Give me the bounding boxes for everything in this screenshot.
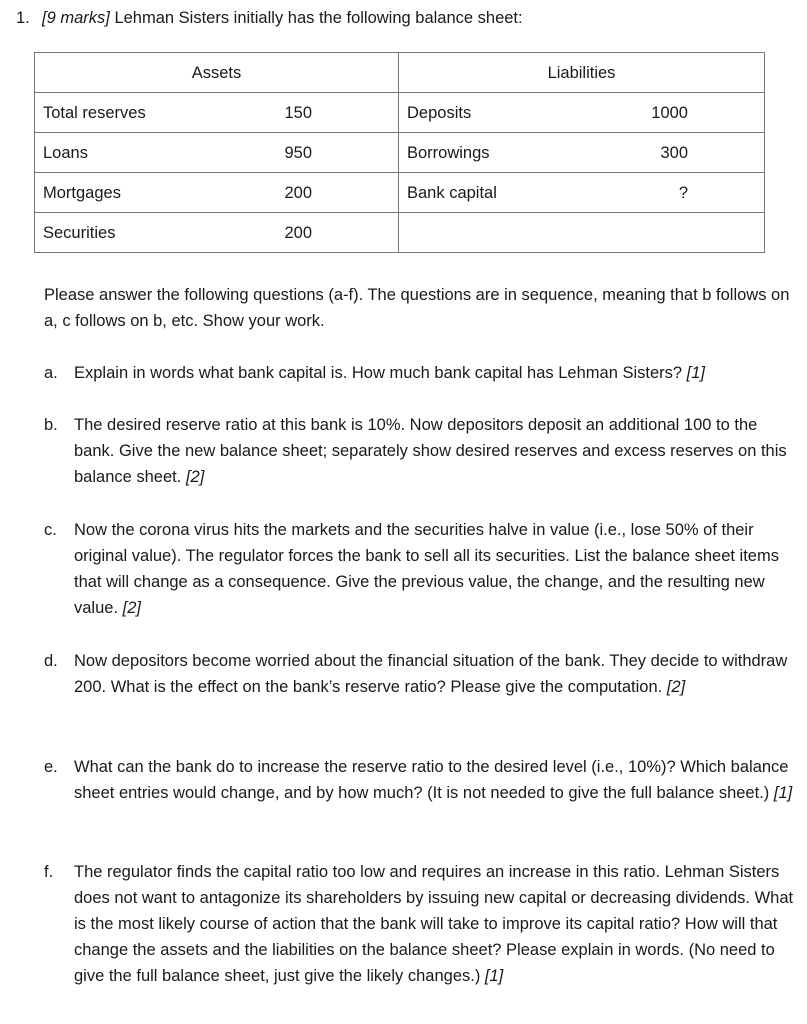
subquestion-text: The desired reserve ratio at this bank is 10%. Now depositors deposit an additional 100 to the bank. Give the new balance sheet; separately show desired reserves and excess reserves on this balance sheet.	[74, 416, 787, 486]
liability-value: ?	[582, 173, 765, 213]
liability-value: 1000	[582, 93, 765, 133]
subquestion-letter: a.	[44, 364, 58, 382]
liability-label	[399, 213, 582, 253]
liability-value: 300	[582, 133, 765, 173]
asset-value: 150	[217, 93, 399, 133]
balance-sheet-header-row	[35, 53, 765, 93]
instructions-paragraph: Please answer the following questions (a-f). The questions are in sequence, meaning that b follows on a, c follows on b, etc. Show your work.	[44, 286, 790, 330]
subquestion-letter: d.	[44, 652, 58, 670]
subquestion-marks: [2]	[122, 599, 141, 617]
asset-label: Total reserves	[35, 93, 217, 133]
liability-label: Bank capital	[399, 173, 582, 213]
asset-value: 200	[217, 213, 399, 253]
subquestion-text: Explain in words what bank capital is. How much bank capital has Lehman Sisters?	[74, 364, 683, 382]
table-row	[35, 133, 765, 173]
liability-label: Deposits	[399, 93, 582, 133]
subquestion-marks: [2]	[185, 468, 205, 486]
asset-value: 950	[217, 133, 399, 173]
subquestion-marks: [1]	[686, 364, 706, 382]
subquestion-letter: e.	[44, 758, 58, 776]
assets-header: Assets	[35, 53, 399, 93]
question-heading	[16, 5, 523, 31]
liability-value	[582, 213, 765, 253]
subquestion-marks: [1]	[484, 967, 504, 985]
asset-label: Securities	[35, 213, 217, 253]
asset-label: Loans	[35, 133, 217, 173]
table-row	[35, 213, 765, 253]
subquestion-text: The regulator finds the capital ratio too low and requires an increase in this ratio. Lehman Sisters does not want to antagonize its shareholders by issuing new capital or decreasing dividends. What is the most likely course of action that the bank will take to improve its capital ratio? How will that change the assets and the liabilities on the balance sheet? Please explain in words. (No need to give the full balance sheet, just give the likely changes.)	[74, 863, 794, 985]
subquestion-letter: b.	[44, 416, 58, 434]
liabilities-header: Liabilities	[399, 53, 765, 93]
question-number: 1.	[16, 9, 30, 27]
subquestion-c	[44, 517, 796, 621]
subquestion-b	[44, 412, 796, 490]
liability-label: Borrowings	[399, 133, 582, 173]
table-row	[35, 93, 765, 133]
balance-sheet-table	[34, 52, 765, 253]
subquestion-e	[44, 754, 796, 806]
question-marks: [9 marks]	[42, 9, 110, 27]
subquestion-letter: c.	[44, 521, 57, 539]
asset-value: 200	[217, 173, 399, 213]
subquestion-marks: [1]	[773, 784, 793, 802]
subquestion-text: Now depositors become worried about the financial situation of the bank. They decide to withdraw 200. What is the effect on the bank’s reserve ratio? Please give the computation.	[74, 652, 788, 696]
subquestion-text: Now the corona virus hits the markets and the securities halve in value (i.e., lose 50% of their original value). The regulator forces the bank to sell all its securities. List the balance sheet items that will change as a consequence. Give the previous value, the change, and the resulting new value.	[74, 521, 779, 617]
subquestion-marks: [2]	[666, 678, 686, 696]
subquestion-letter: f.	[44, 863, 54, 881]
subquestion-text: What can the bank do to increase the reserve ratio to the desired level (i.e., 10%)? Which balance sheet entries would change, and by how much? (It is not needed to give the full balance sheet.)	[74, 758, 789, 802]
subquestion-d	[44, 648, 796, 700]
asset-label: Mortgages	[35, 173, 217, 213]
question-title: Lehman Sisters initially has the following balance sheet:	[114, 9, 523, 27]
table-row	[35, 173, 765, 213]
subquestion-f	[44, 859, 796, 989]
subquestion-a	[44, 360, 796, 386]
